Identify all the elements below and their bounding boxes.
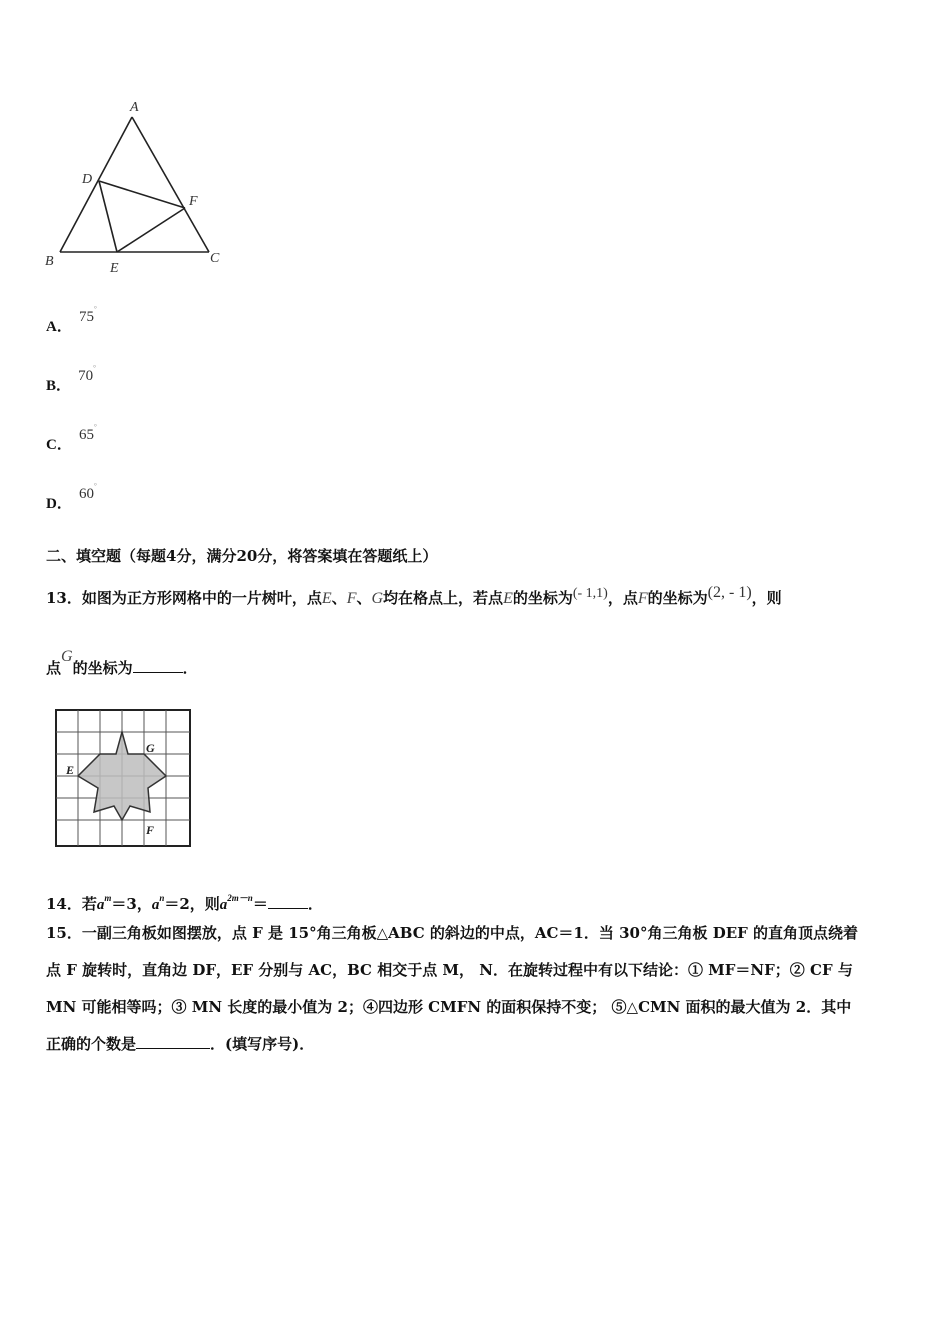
grid-label-g: G [146, 741, 155, 755]
grid-label-e: E [66, 763, 75, 777]
question-13-line-1: 13．如图为正方形网格中的一片树叶，点E、F、G均在格点上，若点E的坐标为(- 1,1)，点F的坐标为(2, - 1)，则 [46, 584, 782, 607]
label-e: E [110, 261, 119, 276]
option-value: 70° [78, 364, 96, 384]
question-15-line-3: MN 可能相等吗；③ MN 长度的最小值为 2；④四边形 CMFN 的面积保持不变； ⑤△CMN 面积的最大值为 2．其中 [46, 998, 852, 1016]
answer-blank-13[interactable] [133, 658, 183, 673]
grid-label-f: F [146, 823, 155, 837]
option-letter: A． [46, 319, 72, 335]
question-15-line-4: 正确的个数是 ．(填写序号)． [46, 1035, 315, 1053]
option-value: 65° [78, 423, 97, 443]
label-d: D [82, 172, 93, 187]
answer-blank-14[interactable] [268, 894, 308, 909]
segment-df [99, 181, 185, 208]
option-c[interactable] [46, 423, 97, 454]
option-value: 60° [78, 482, 97, 502]
question-13-line-2: 点G的坐标为 ． [46, 648, 198, 677]
option-b[interactable] [46, 364, 96, 395]
question-15-line-2: 点 F 旋转时，直角边 DF，EF 分别与 AC，BC 相交于点 M， N．在旋转过程中有以下结论：① MF＝NF；② CF 与 [46, 961, 853, 979]
leaf-grid-figure [54, 708, 194, 850]
option-letter: D． [46, 496, 72, 512]
question-15-line-1: 15．一副三角板如图摆放，点 F 是 15°角三角板△ABC 的斜边的中点，AC＝1．当 30°角三角板 DEF 的直角顶点绕着 [46, 924, 859, 942]
side-ac [132, 117, 209, 252]
label-f: F [189, 194, 198, 209]
option-d[interactable] [46, 482, 97, 513]
label-a: A [130, 100, 139, 115]
triangle-figure [40, 95, 240, 280]
option-letter: C． [46, 437, 72, 453]
option-value: 75° [78, 305, 97, 325]
segment-de [99, 181, 117, 252]
answer-blank-15[interactable] [136, 1034, 210, 1049]
segment-ef [117, 208, 185, 252]
section-heading: 二、填空题（每题4分，满分20分，将答案填在答题纸上） [46, 547, 438, 565]
question-14: 14．若$a^m=3$，$a^n=2$，则$a^{2m-n}=$ ． [46, 893, 323, 913]
label-b: B [45, 254, 54, 269]
option-a[interactable] [46, 305, 97, 336]
side-ab [60, 117, 132, 252]
option-letter: B． [46, 378, 72, 394]
label-c: C [210, 251, 220, 266]
